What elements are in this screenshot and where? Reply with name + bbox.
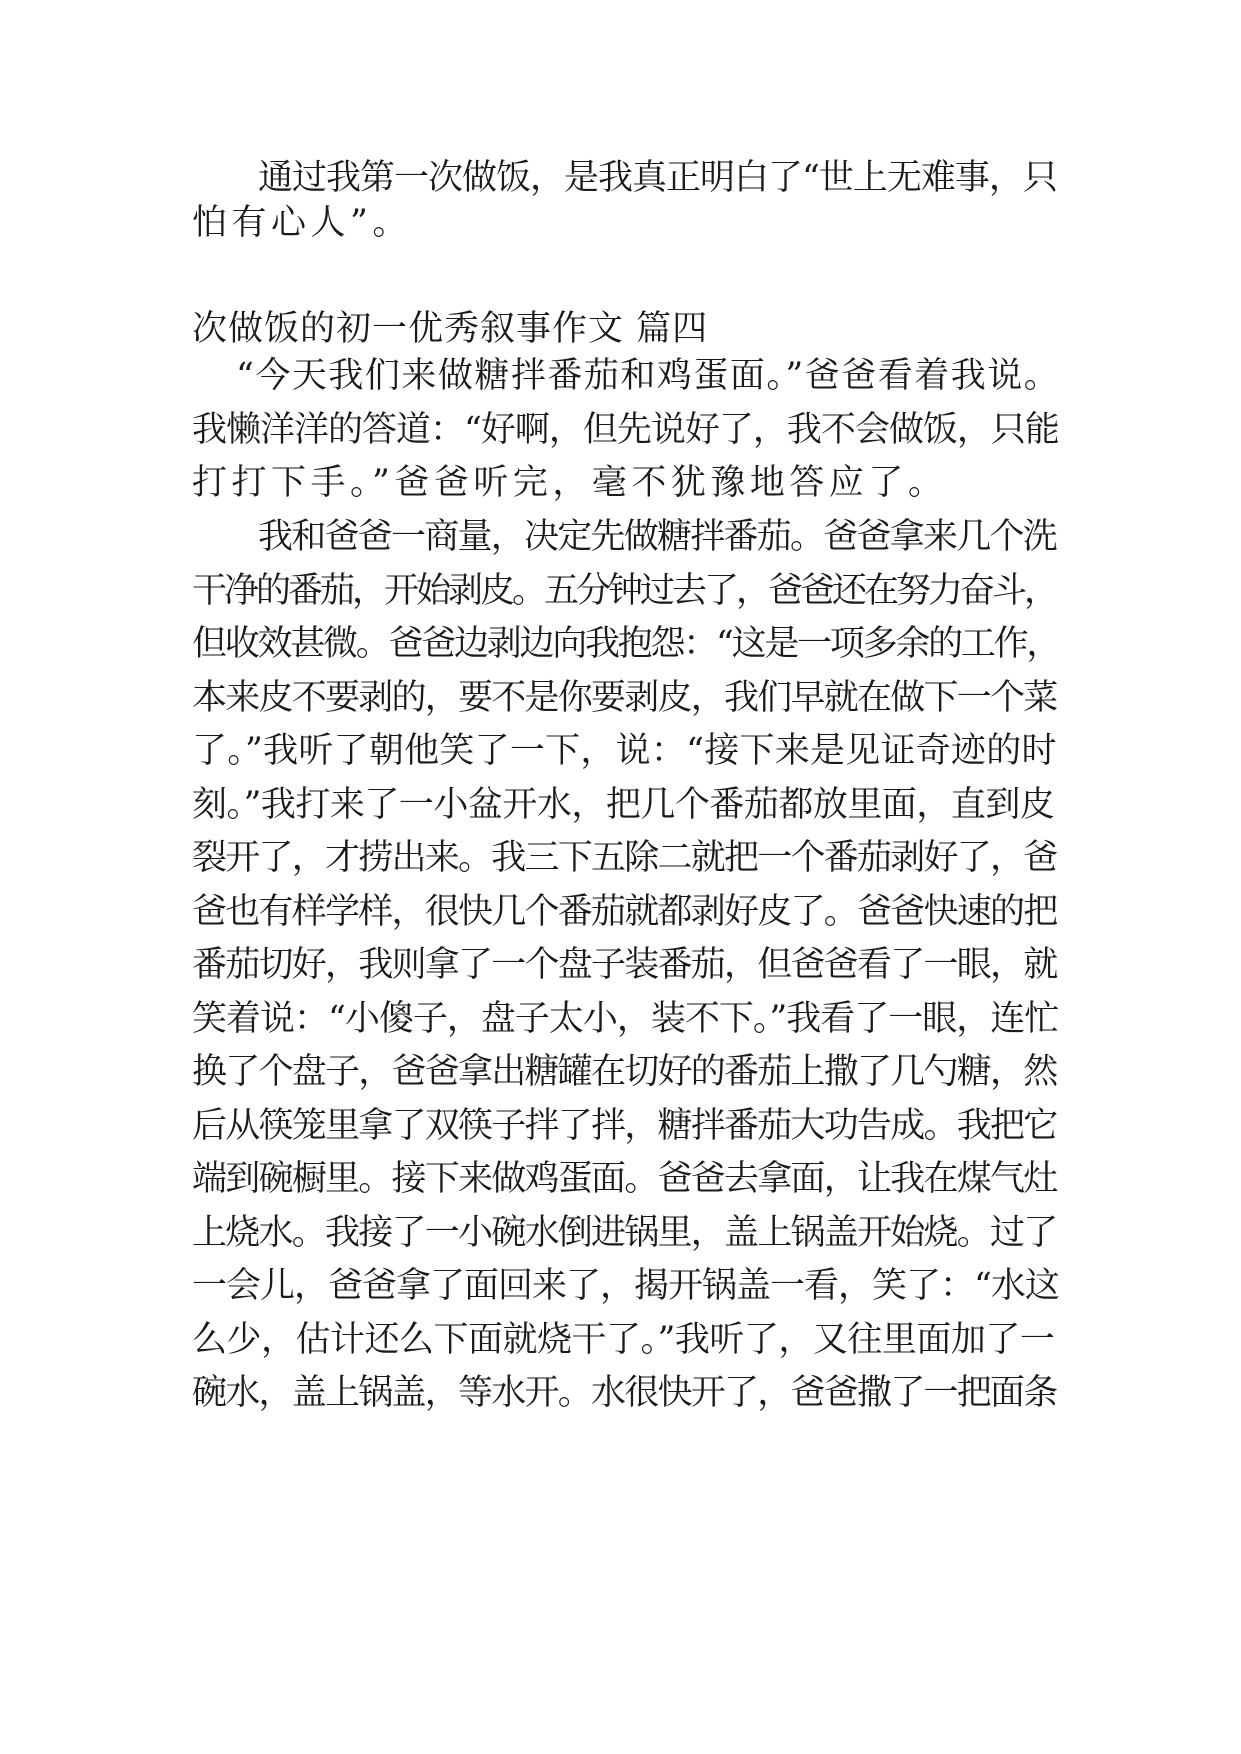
- section-heading: 次做饭的初一优秀叙事作文 篇四: [192, 309, 709, 349]
- paragraph-line: 怕有心人”。: [192, 203, 412, 243]
- paragraph-line: 换了个盘子，爸爸拿出糖罐在切好的番茄上撒了几勺糖，然: [192, 1052, 1057, 1092]
- paragraph-line: 刻。”我打来了一小盆开水，把几个番茄都放里面，直到皮: [192, 785, 1055, 825]
- paragraph-line: 碗水，盖上锅盖，等水开。水很快开了，爸爸撒了一把面条: [192, 1373, 1057, 1413]
- paragraph-line: 番茄切好，我则拿了一个盘子装番茄，但爸爸看了一眼，就: [192, 945, 1057, 985]
- paragraph-line: 么少，估计还么下面就烧干了。”我听了，又往里面加了一: [192, 1320, 1055, 1360]
- paragraph-line: 爸也有样学样，很快几个番茄就都剥好皮了。爸爸快速的把: [192, 892, 1057, 932]
- paragraph-line: “今天我们来做糖拌番茄和鸡蛋面。”爸爸看着我说。: [236, 356, 1061, 396]
- paragraph-line: 但收效甚微。爸爸边剥边向我抱怨：“这是一项多余的工作，: [192, 624, 1060, 664]
- paragraph-line: 一会儿，爸爸拿了面回来了，揭开锅盖一看，笑了：“水这: [192, 1266, 1059, 1306]
- paragraph-line: 我懒洋洋的答道：“好啊，但先说好了，我不会做饭，只能: [192, 410, 1059, 450]
- paragraph-line: 打打下手。”爸爸听完，毫不犹豫地答应了。: [192, 463, 948, 503]
- paragraph-line: 笑着说：“小傻子，盘子太小，装不下。”我看了一眼，连忙: [192, 999, 1059, 1039]
- paragraph-line: 裂开了，才捞出来。我三下五除二就把一个番茄剥好了，爸: [192, 838, 1057, 878]
- paragraph-line: 本来皮不要剥的，要不是你要剥皮，我们早就在做下一个菜: [192, 678, 1057, 718]
- paragraph-line: 后从筷笼里拿了双筷子拌了拌，糖拌番茄大功告成。我把它: [192, 1106, 1057, 1146]
- paragraph-line: 了。”我听了朝他笑了一下，说：“接下来是见证奇迹的时: [192, 731, 1057, 771]
- paragraph-line: 干净的番茄，开始剥皮。五分钟过去了，爸爸还在努力奋斗，: [192, 571, 1057, 611]
- paragraph-line: 端到碗橱里。接下来做鸡蛋面。爸爸去拿面，让我在煤气灶: [192, 1159, 1057, 1199]
- paragraph-line: 上烧水。我接了一小碗水倒进锅里，盖上锅盖开始烧。过了: [192, 1213, 1057, 1253]
- paragraph-line: 我和爸爸一商量，决定先做糖拌番茄。爸爸拿来几个洗: [258, 517, 1057, 557]
- paragraph-line: 通过我第一次做饭，是我真正明白了“世上无难事，只: [258, 158, 1057, 198]
